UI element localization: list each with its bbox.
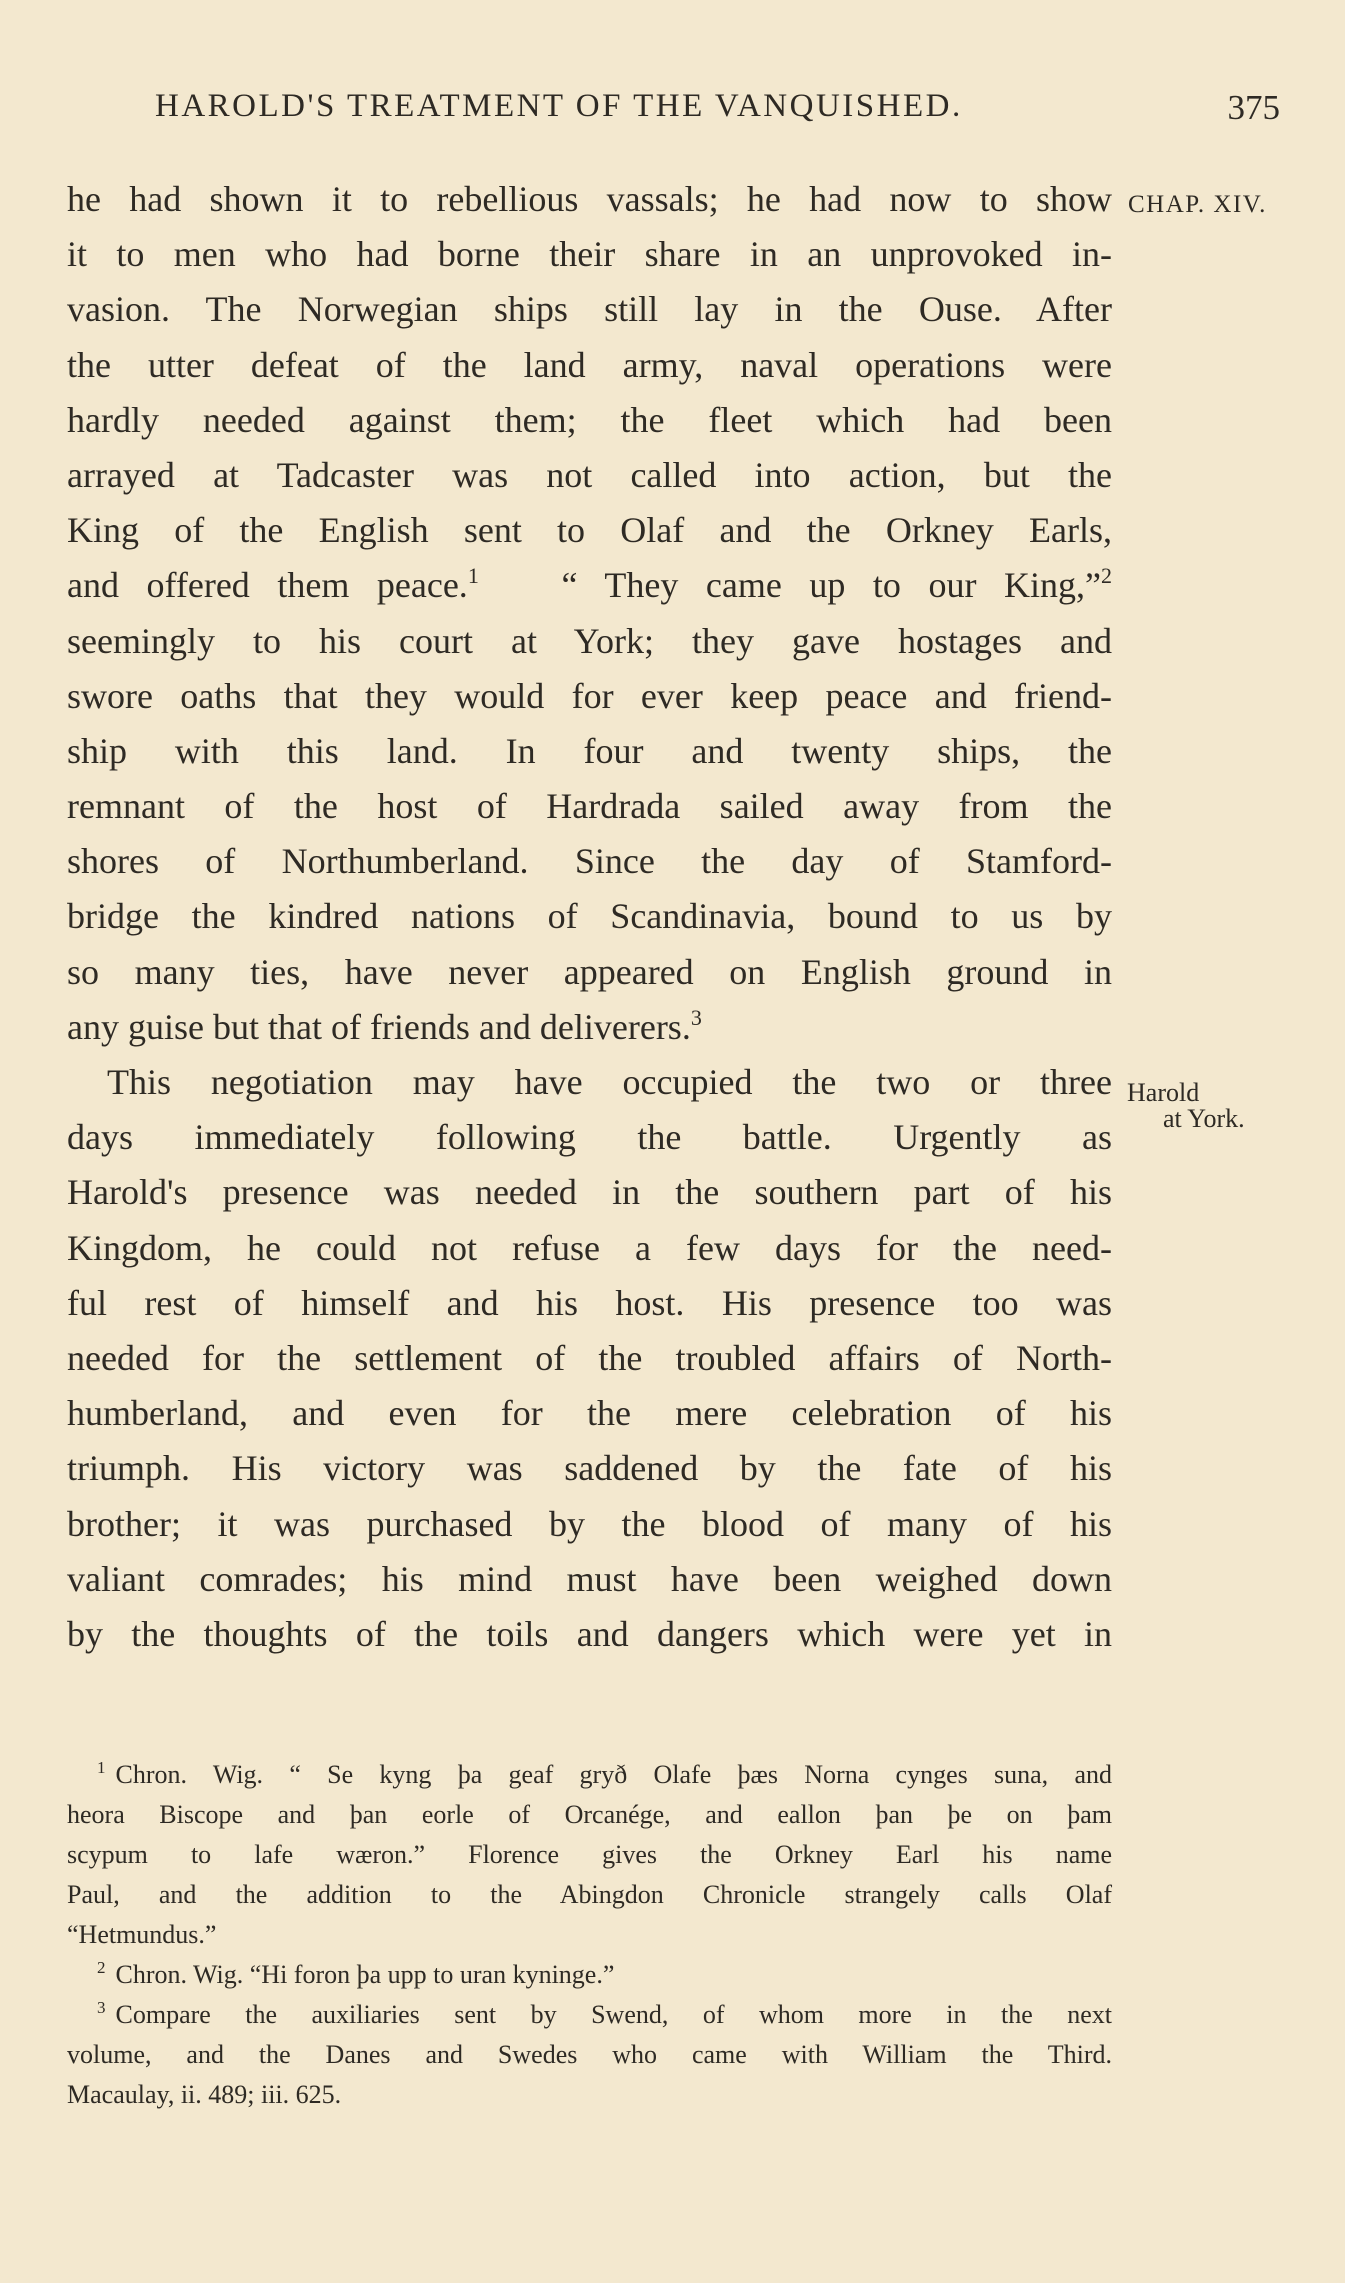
footnote-line: “Hetmundus.” — [67, 1920, 217, 1949]
footnote-ref-1: 1 — [467, 563, 479, 589]
running-title: HAROLD'S TREATMENT OF THE VANQUISHED. — [155, 88, 963, 124]
footnote-line: scypum to lafe wæron.” Florence gives the Orkney Earl his name — [67, 1840, 1112, 1869]
footnote-ref-2: 2 — [1101, 563, 1113, 589]
body-line: hardly needed against them; the fleet which had been — [67, 399, 1112, 440]
sidenote-line-2: at York. — [1163, 1104, 1245, 1133]
body-text — [67, 172, 1112, 1662]
harold-at-york-sidenote — [1127, 1078, 1245, 1134]
body-line: triumph. His victory was saddened by the fate of his — [67, 1448, 1112, 1489]
body-line: it to men who had borne their share in an unprovoked in- — [67, 234, 1112, 275]
body-text-segment: and offered them peace. — [67, 565, 468, 606]
page-number: 375 — [1227, 88, 1280, 127]
footnote-line: Paul, and the addition to the Abingdon Chronicle strangely calls Olaf — [67, 1880, 1112, 1909]
footnote-text: Chron. Wig. “Hi foron þa upp to uran kyninge.” — [115, 1960, 615, 1989]
body-line: bridge the kindred nations of Scandinavia, bound to us by — [67, 896, 1112, 937]
chapter-sidenote: CHAP. XIV. — [1128, 191, 1267, 218]
body-line: so many ties, have never appeared on English ground in — [67, 951, 1112, 992]
footnote-number-2: 2 — [97, 1958, 106, 1977]
footnote-line: heora Biscope and þan eorle of Orcanége, and eallon þan þe on þam — [67, 1800, 1112, 1829]
footnote-line: volume, and the Danes and Swedes who came with William the Third. — [67, 2040, 1112, 2069]
body-line: brother; it was purchased by the blood of many of his — [67, 1503, 1112, 1544]
footnote-1-line — [67, 1755, 1112, 1795]
body-line: days immediately following the battle. Urgently as — [67, 1117, 1112, 1158]
footnote-line: Macaulay, ii. 489; iii. 625. — [67, 2080, 342, 2109]
footnote-2-line — [67, 1955, 1112, 1995]
body-line: by the thoughts of the toils and dangers which were yet in — [67, 1613, 1112, 1654]
body-line: he had shown it to rebellious vassals; he had now to show — [67, 179, 1112, 219]
body-line: This negotiation may have occupied the two or three — [107, 1062, 1112, 1102]
body-line: arrayed at Tadcaster was not called into action, but the — [67, 454, 1112, 495]
body-line: Kingdom, he could not refuse a few days for the need- — [67, 1227, 1112, 1268]
body-line: ship with this land. In four and twenty ships, the — [67, 730, 1112, 771]
body-line: seemingly to his court at York; they gave hostages and — [67, 620, 1112, 661]
body-line: the utter defeat of the land army, naval operations were — [67, 344, 1112, 385]
body-text-segment: “ They came up to our King,” — [561, 565, 1102, 606]
body-line: needed for the settlement of the troubled affairs of North- — [67, 1337, 1112, 1378]
body-line: King of the English sent to Olaf and the Orkney Earls, — [67, 510, 1112, 551]
body-line: shores of Northumberland. Since the day of Stamford- — [67, 841, 1112, 882]
body-line: valiant comrades; his mind must have been weighed down — [67, 1558, 1112, 1599]
body-line-with-refs — [67, 558, 1112, 613]
body-line: remnant of the host of Hardrada sailed away from the — [67, 786, 1112, 827]
body-line-with-ref — [67, 1000, 1112, 1055]
page-header — [60, 88, 1280, 138]
body-line: swore oaths that they would for ever keep peace and friend- — [67, 675, 1112, 716]
footnotes — [67, 1755, 1112, 2115]
body-line: ful rest of himself and his host. His presence too was — [67, 1282, 1112, 1323]
footnote-ref-3: 3 — [690, 1004, 702, 1030]
body-line: Harold's presence was needed in the southern part of his — [67, 1172, 1112, 1213]
footnote-number-3: 3 — [97, 1998, 106, 2017]
footnote-number-1: 1 — [97, 1758, 106, 1777]
sidenote-line-1: Harold — [1127, 1078, 1200, 1107]
body-line: vasion. The Norwegian ships still lay in the Ouse. After — [67, 289, 1112, 330]
body-line: humberland, and even for the mere celebration of his — [67, 1393, 1112, 1434]
body-text-segment: any guise but that of friends and deliverers. — [67, 1006, 691, 1047]
footnote-3-line — [67, 1995, 1112, 2035]
footnote-text: Compare the auxiliaries sent by Swend, of whom more in the next — [115, 2000, 1112, 2029]
footnote-text: Chron. Wig. “ Se kyng þa geaf gryð Olafe þæs Norna cynges suna, and — [115, 1760, 1112, 1789]
